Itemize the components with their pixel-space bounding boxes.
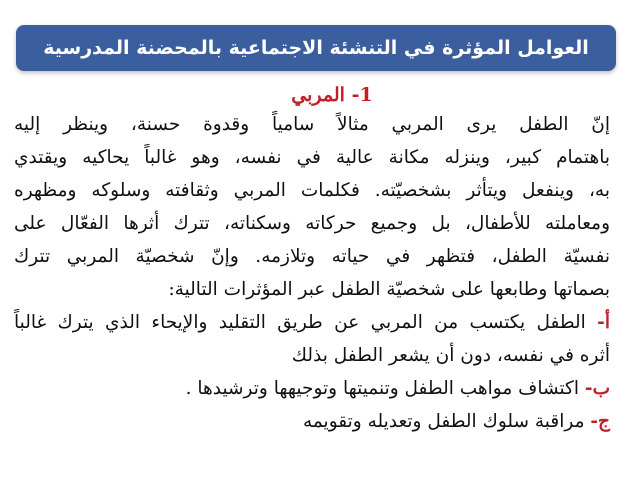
list-item-line (14, 372, 610, 405)
list-item-line (14, 306, 610, 339)
list-item-text: الطفل يكتسب من المربي عن طريق التقليد والإيحاء الذي يترك غالباً (14, 312, 586, 333)
list-item (14, 405, 610, 438)
paragraph-line: به، وينفعل ويتأثر بشخصيّته. فكلمات المربي وثقافته وسلوكه ومظهره (14, 180, 610, 201)
list-marker: ب- (584, 378, 610, 399)
slide-body (14, 82, 610, 438)
paragraph (14, 108, 610, 306)
list-item-line (14, 405, 610, 438)
paragraph-line: إنّ الطفل يرى المربي مثالاً سامياً وقدوة حسنة، وينظر إليه (14, 114, 610, 135)
list-item-line: أثره في نفسه، دون أن يشعر الطفل بذلك (291, 345, 610, 366)
section-heading: 1- المربي (291, 84, 373, 106)
paragraph-line: بصماتها وطابعها على شخصيّة الطفل عبر المؤثرات التالية: (168, 279, 610, 300)
list-item (14, 306, 610, 372)
list-marker: ج- (590, 411, 610, 432)
list-item-text: اكتشاف مواهب الطفل وتنميتها وتوجيهها وترشيدها . (185, 378, 579, 399)
paragraph-line: ومعاملته للأطفال، بل وجميع حركاته وسكناته، تترك أثرها الفعّال على (14, 213, 610, 234)
list-item (14, 372, 610, 405)
slide-title: العوامل المؤثرة في التنشئة الاجتماعية بالمحضنة المدرسية (43, 37, 589, 59)
list-item-text: مراقبة سلوك الطفل وتعديله وتقويمه (302, 411, 585, 432)
list-marker: أ- (597, 312, 610, 333)
paragraph-line: باهتمام كبير، وينزله مكانة عالية في نفسه، وهو غالباً يحاكيه ويقتدي (14, 147, 610, 168)
title-banner (16, 25, 616, 71)
paragraph-line: نفسيّة الطفل، فتظهر في حياته وتلازمه. وإنّ شخصيّة المربي تترك (14, 246, 610, 267)
